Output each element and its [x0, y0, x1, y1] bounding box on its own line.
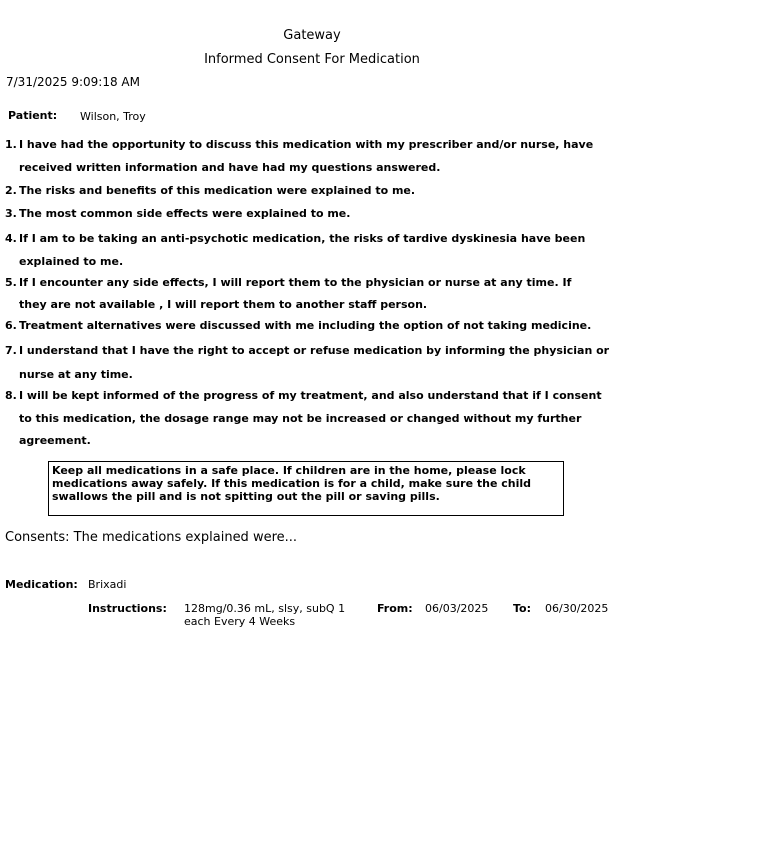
- statement-number: 1.: [5, 138, 17, 151]
- statement-text-continued: agreement.: [19, 434, 91, 447]
- statement-number: 8.: [5, 389, 17, 402]
- consents-heading: Consents: The medications explained were...: [5, 530, 298, 545]
- statement-number: 3.: [5, 207, 17, 220]
- consent-statement-3: [5, 208, 350, 220]
- from-date: 06/03/2025: [425, 602, 489, 615]
- safety-notice-line: swallows the pill and is not spitting out the pill or saving pills.: [52, 490, 440, 503]
- medication-label: Medication:: [5, 578, 78, 591]
- statement-number: 2.: [5, 184, 17, 197]
- statement-text: I understand that I have the right to accept or refuse medication by informing the physician or: [19, 344, 610, 357]
- safety-notice-line: medications away safely. If this medication is for a child, make sure the child: [52, 477, 532, 490]
- consent-statement-8: [5, 390, 602, 402]
- patient-label: Patient:: [8, 109, 58, 122]
- instructions-label: Instructions:: [88, 602, 167, 615]
- statement-number: 6.: [5, 319, 17, 332]
- consent-statement-6: [5, 320, 591, 332]
- statement-text-continued: explained to me.: [19, 255, 124, 268]
- statement-text: The risks and benefits of this medication were explained to me.: [19, 184, 416, 197]
- patient-name: Wilson, Troy: [80, 110, 146, 123]
- consent-statement-4: [5, 233, 585, 245]
- consent-statement-7: [5, 345, 609, 357]
- statement-text-continued: they are not available , I will report them to another staff person.: [19, 298, 428, 311]
- to-label: To:: [513, 602, 531, 615]
- instructions-text: 128mg/0.36 mL, slsy, subQ 1: [184, 602, 346, 615]
- from-label: From:: [377, 602, 413, 615]
- organization-name: Gateway: [283, 28, 341, 43]
- safety-notice-line: Keep all medications in a safe place. If children are in the home, please lock: [52, 464, 526, 477]
- medication-name: Brixadi: [88, 578, 127, 591]
- statement-text: Treatment alternatives were discussed with me including the option of not taking medicine.: [19, 319, 592, 332]
- statement-text-continued: nurse at any time.: [19, 368, 133, 381]
- statement-number: 4.: [5, 232, 17, 245]
- to-date: 06/30/2025: [545, 602, 609, 615]
- statement-text: If I am to be taking an anti-psychotic medication, the risks of tardive dyskinesia have been: [19, 232, 586, 245]
- statement-text-continued: received written information and have had my questions answered.: [19, 161, 441, 174]
- consent-statement-1: [5, 139, 593, 151]
- print-timestamp: 7/31/2025 9:09:18 AM: [6, 75, 140, 89]
- statement-text-continued: to this medication, the dosage range may not be increased or changed without my further: [19, 412, 582, 425]
- statement-text: If I encounter any side effects, I will report them to the physician or nurse at any time. If: [19, 276, 572, 289]
- instructions-text-continued: each Every 4 Weeks: [184, 615, 296, 628]
- statement-number: 5.: [5, 276, 17, 289]
- statement-text: I have had the opportunity to discuss this medication with my prescriber and/or nurse, have: [19, 138, 594, 151]
- statement-number: 7.: [5, 344, 17, 357]
- consent-statement-2: [5, 185, 415, 197]
- statement-text: The most common side effects were explained to me.: [19, 207, 351, 220]
- statement-text: I will be kept informed of the progress of my treatment, and also understand that if I consent: [19, 389, 602, 402]
- consent-statement-5: [5, 277, 571, 289]
- document-title: Informed Consent For Medication: [204, 52, 420, 67]
